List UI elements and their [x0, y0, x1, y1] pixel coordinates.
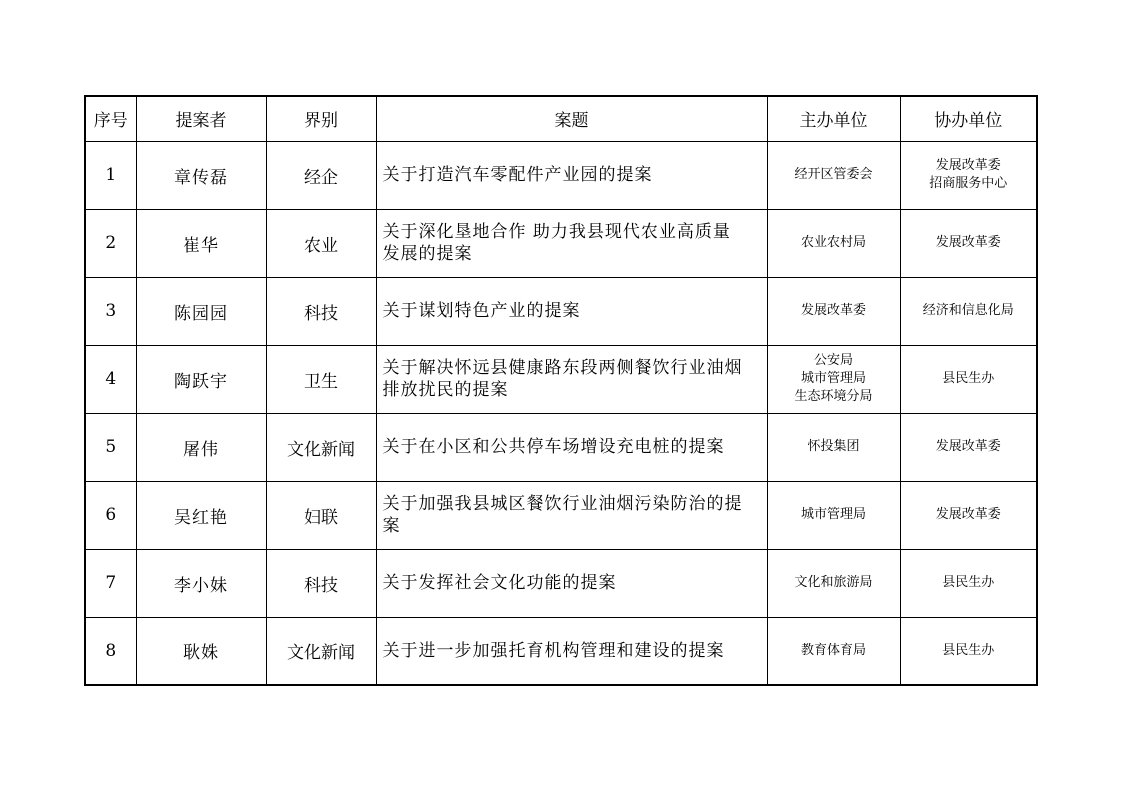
header-index: 序号 — [85, 96, 136, 141]
cell-lead-unit — [767, 481, 900, 549]
cell-title — [376, 549, 767, 617]
table-row — [85, 617, 1037, 685]
cell-proposer: 吴红艳 — [136, 481, 266, 549]
table-row — [85, 549, 1037, 617]
cell-assist-unit — [900, 209, 1037, 277]
cell-sector: 科技 — [266, 549, 376, 617]
cell-title — [376, 141, 767, 209]
cell-title — [376, 413, 767, 481]
cell-sector: 经企 — [266, 141, 376, 209]
cell-proposer: 屠伟 — [136, 413, 266, 481]
cell-sector: 科技 — [266, 277, 376, 345]
cell-title — [376, 617, 767, 685]
cell-title-line: 案 — [382, 516, 401, 536]
cell-title-line: 排放扰民的提案 — [382, 380, 509, 400]
table-body — [85, 141, 1037, 685]
header-lead-unit: 主办单位 — [767, 96, 900, 141]
cell-lead-unit — [767, 209, 900, 277]
cell-lead-unit — [767, 141, 900, 209]
cell-assist-unit — [900, 345, 1037, 413]
cell-lead-unit-line: 公安局 — [813, 353, 853, 368]
cell-sector: 文化新闻 — [266, 617, 376, 685]
cell-proposer: 陈园园 — [136, 277, 266, 345]
cell-lead-unit — [767, 549, 900, 617]
cell-title-line: 发展的提案 — [382, 244, 473, 264]
cell-index: 7 — [85, 549, 136, 617]
cell-assist-unit — [900, 481, 1037, 549]
cell-sector: 妇联 — [266, 481, 376, 549]
cell-assist-unit-line: 县民生办 — [942, 575, 995, 590]
header-row — [85, 96, 1037, 141]
cell-lead-unit-line: 教育体育局 — [800, 642, 866, 658]
table-row — [85, 481, 1037, 549]
cell-index: 3 — [85, 277, 136, 345]
cell-title-line: 关于解决怀远县健康路东段两侧餐饮行业油烟 — [382, 358, 743, 378]
cell-lead-unit — [767, 413, 900, 481]
cell-assist-unit-line: 发展改革委 — [935, 235, 1001, 250]
cell-assist-unit-line: 发展改革委 — [935, 439, 1001, 454]
cell-lead-unit-line: 发展改革委 — [800, 303, 866, 318]
cell-lead-unit — [767, 277, 900, 345]
cell-title-line: 关于深化垦地合作 助力我县现代农业高质量 — [382, 222, 731, 242]
cell-title-line: 关于谋划特色产业的提案 — [382, 301, 581, 321]
cell-index: 8 — [85, 617, 136, 685]
cell-assist-unit — [900, 413, 1037, 481]
cell-index: 1 — [85, 141, 136, 209]
cell-proposer: 崔华 — [136, 209, 266, 277]
header-assist-unit: 协办单位 — [900, 96, 1037, 141]
cell-lead-unit — [767, 617, 900, 685]
cell-title — [376, 481, 767, 549]
cell-index: 5 — [85, 413, 136, 481]
cell-proposer: 李小妹 — [136, 549, 266, 617]
cell-sector: 文化新闻 — [266, 413, 376, 481]
cell-title — [376, 277, 767, 345]
cell-assist-unit — [900, 141, 1037, 209]
cell-index: 4 — [85, 345, 136, 413]
cell-sector: 卫生 — [266, 345, 376, 413]
cell-lead-unit-line: 经开区管委会 — [794, 167, 873, 182]
cell-lead-unit-line: 生态环境分局 — [794, 389, 873, 404]
cell-assist-unit-line: 发展改革委 — [935, 507, 1001, 522]
cell-title-line: 关于发挥社会文化功能的提案 — [382, 573, 617, 593]
cell-title-line: 关于进一步加强托育机构管理和建设的提案 — [382, 640, 725, 661]
cell-assist-unit-line: 经济和信息化局 — [922, 303, 1014, 318]
table-row — [85, 413, 1037, 481]
cell-assist-unit — [900, 549, 1037, 617]
header-sector: 界别 — [266, 96, 376, 141]
cell-assist-unit-line: 县民生办 — [942, 642, 995, 658]
table-row — [85, 141, 1037, 209]
cell-lead-unit — [767, 345, 900, 413]
cell-assist-unit — [900, 617, 1037, 685]
cell-index: 6 — [85, 481, 136, 549]
cell-proposer: 陶跃宇 — [136, 345, 266, 413]
cell-lead-unit-line: 文化和旅游局 — [794, 575, 873, 590]
table-row — [85, 277, 1037, 345]
cell-assist-unit-line: 发展改革委 — [935, 158, 1001, 173]
cell-proposer: 章传磊 — [136, 141, 266, 209]
cell-sector: 农业 — [266, 209, 376, 277]
cell-title-line: 关于在小区和公共停车场增设充电桩的提案 — [382, 437, 725, 457]
cell-assist-unit-line: 县民生办 — [942, 371, 995, 386]
cell-lead-unit-line: 城市管理局 — [800, 507, 866, 522]
cell-proposer: 耿姝 — [136, 617, 266, 685]
cell-title-line: 关于打造汽车零配件产业园的提案 — [382, 165, 653, 185]
table-row — [85, 345, 1037, 413]
cell-index: 2 — [85, 209, 136, 277]
header-title: 案题 — [376, 96, 767, 141]
cell-title — [376, 345, 767, 413]
cell-lead-unit-line: 城市管理局 — [800, 371, 866, 386]
cell-assist-unit-line: 招商服务中心 — [929, 176, 1008, 191]
header-proposer: 提案者 — [136, 96, 266, 141]
cell-title-line: 关于加强我县城区餐饮行业油烟污染防治的提 — [382, 494, 743, 514]
cell-title — [376, 209, 767, 277]
cell-lead-unit-line: 怀投集团 — [807, 439, 860, 454]
cell-lead-unit-line: 农业农村局 — [800, 235, 866, 250]
table-row — [85, 209, 1037, 277]
cell-assist-unit — [900, 277, 1037, 345]
proposal-table — [84, 95, 1038, 686]
